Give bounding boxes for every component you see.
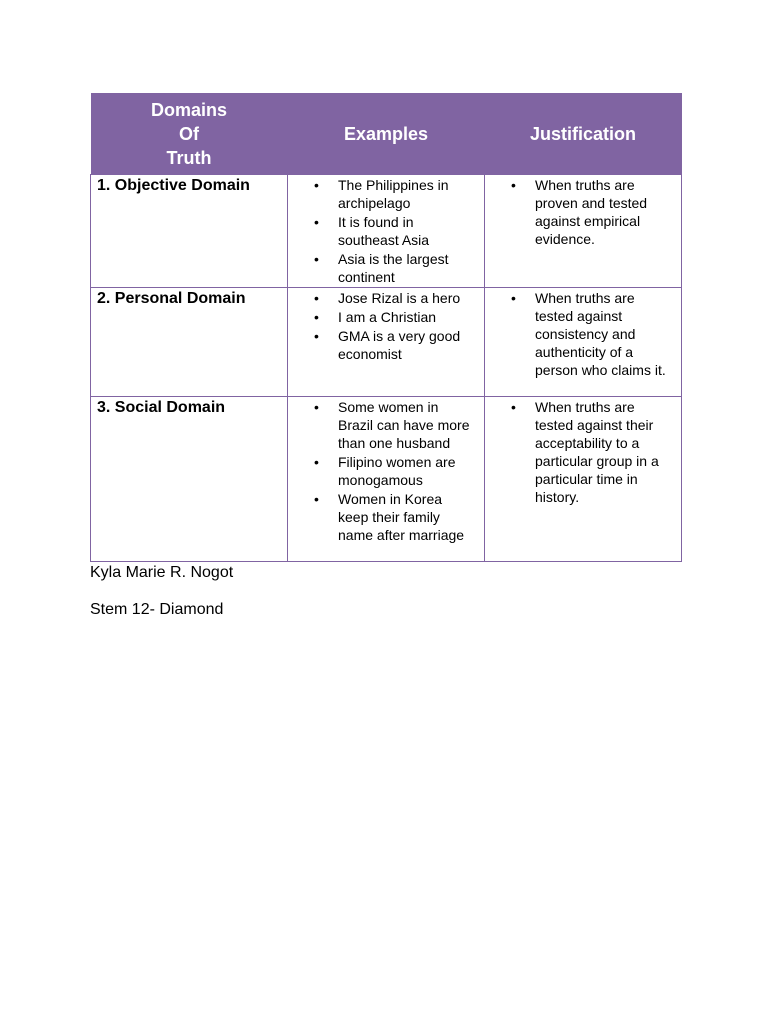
table-row	[91, 288, 682, 397]
header-domains-line-1: Domains	[150, 99, 228, 120]
list-item: • When truths are tested against their acceptability to a particular group in a particular time in history.	[535, 398, 673, 506]
list-item: • Filipino women are monogamous	[338, 453, 476, 489]
header-domains-of-truth	[91, 93, 288, 175]
examples-list	[288, 175, 484, 286]
table-row	[91, 397, 682, 562]
header-examples: Examples	[288, 93, 485, 175]
list-item: • Jose Rizal is a hero	[338, 289, 476, 307]
list-item: • GMA is a very good economist	[338, 327, 476, 363]
examples-list	[288, 397, 484, 544]
list-item: • When truths are proven and tested against empirical evidence.	[535, 176, 673, 248]
domain-cell	[91, 175, 288, 288]
table-header-row	[91, 93, 682, 175]
justification-list	[485, 397, 681, 506]
domain-cell	[91, 288, 288, 397]
class-section: Stem 12- Diamond	[90, 601, 224, 618]
justification-cell	[485, 288, 682, 397]
list-item: • The Philippines in archipelago	[338, 176, 476, 212]
domains-of-truth-table	[90, 93, 682, 562]
list-item: • It is found in southeast Asia	[338, 213, 476, 249]
author-name: Kyla Marie R. Nogot	[90, 564, 234, 581]
list-item: • Women in Korea keep their family name after marriage	[338, 490, 476, 544]
justification-cell	[485, 397, 682, 562]
header-domains-line-3: Truth	[166, 147, 212, 168]
list-item: • When truths are tested against consistency and authenticity of a person who claims it.	[535, 289, 673, 379]
list-item: • Some women in Brazil can have more than one husband	[338, 398, 476, 452]
list-item: • Asia is the largest continent	[338, 250, 476, 286]
justification-cell	[485, 175, 682, 288]
header-justification: Justification	[485, 93, 682, 175]
domain-label: 2. Personal Domain	[97, 290, 246, 307]
examples-cell	[288, 288, 485, 397]
examples-list	[288, 288, 484, 363]
header-domains-line-2: Of	[179, 123, 199, 144]
domain-cell	[91, 397, 288, 562]
examples-cell	[288, 397, 485, 562]
domain-label: 3. Social Domain	[97, 399, 226, 416]
examples-cell	[288, 175, 485, 288]
domain-label: 1. Objective Domain	[97, 177, 250, 194]
list-item: • I am a Christian	[338, 308, 476, 326]
justification-list	[485, 288, 681, 379]
table-row	[91, 175, 682, 288]
justification-list	[485, 175, 681, 248]
